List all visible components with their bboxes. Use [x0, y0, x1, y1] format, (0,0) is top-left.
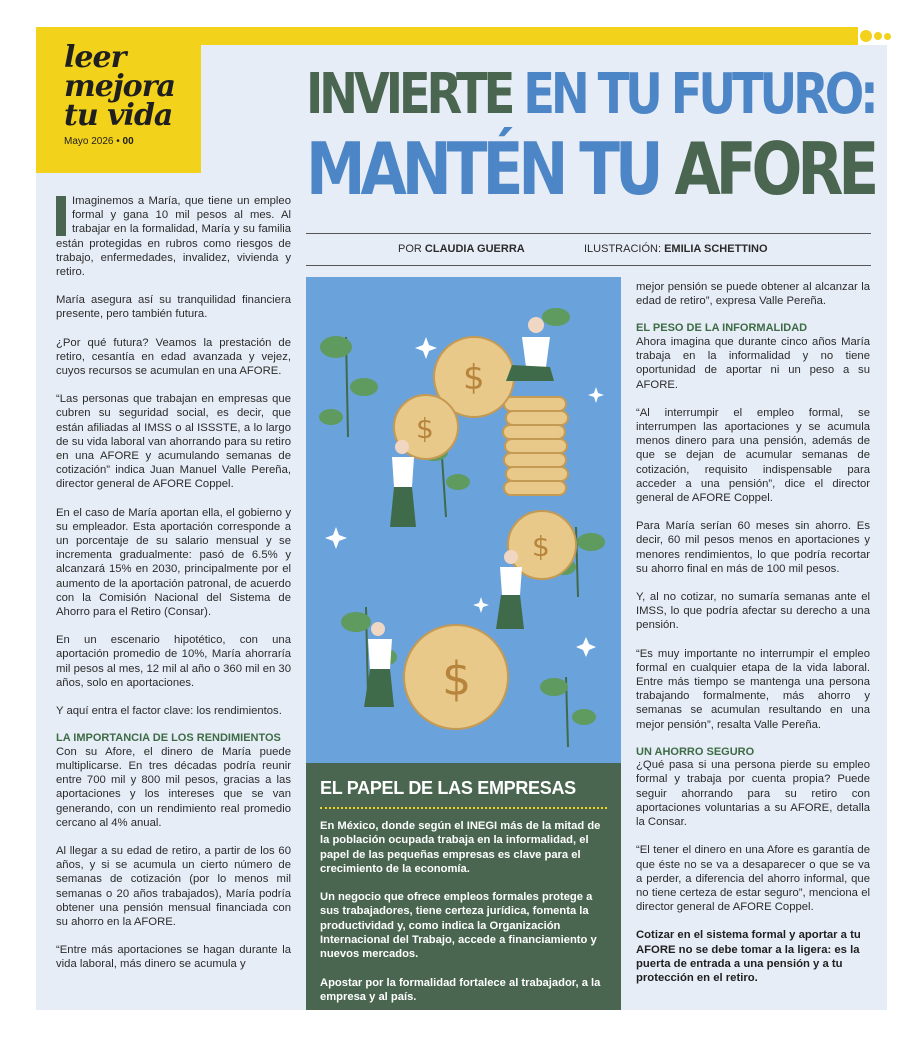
paragraph: Imaginemos a María, que tiene un empleo formal y gana 10 mil pesos al mes. Al trabajar en la formalidad, María y su familia están protegidas en rubros como riesgos de trabajo, enfermedades, invalidez, vivienda y retiro.: [56, 195, 291, 279]
brand-line-2: mejora: [64, 69, 175, 104]
issue-date: [64, 136, 201, 147]
headline-word-invierte: INVIERTE: [306, 62, 512, 127]
paragraph: “Entre más aportaciones se hagan durante la vida laboral, más dinero se acumula y: [56, 944, 291, 971]
section-heading-informalidad: EL PESO DE LA INFORMALIDAD: [636, 322, 808, 335]
paragraph: mejor pensión se puede obtener al alcanzar la edad de retiro”, expresa Valle Pereña.: [636, 281, 870, 308]
paragraph: Ahora imagina que durante cinco años María trabaja en la informalidad y no tiene oportunidad de aportar ni un peso a su AFORE.: [636, 335, 870, 391]
paragraph: Con su Afore, el dinero de María puede multiplicarse. En tres décadas podría reunir entre 700 mil y 800 mil pesos, gracias a las aportaciones y los intereses que se van generando, con un rendimiento real promedio cercano al 4% anual.: [56, 745, 291, 829]
paragraph: Al llegar a su edad de retiro, a partir de los 60 años, y si se acumula un cierto número de semanas de cotización (por lo menos mil semanas o 20 años trabajados), María podría obtener una pensión mensual financiada con su ahorro en la AFORE.: [56, 845, 291, 929]
sidebar-paragraph: En México, donde según el INEGI más de la mitad de la población ocupada trabaja en la informalidad, el papel de las pequeñas empresas es clave para el crecimiento de la economía.: [320, 820, 601, 875]
dotted-divider: [320, 807, 607, 809]
section-heading-ahorro-seguro: UN AHORRO SEGURO: [636, 745, 755, 758]
paragraph: En un escenario hipotético, con una aportación promedio de 10%, María ahorraría mil pesos al mes, 12 mil al año o 360 mil en 30 años, solo en aportaciones.: [56, 634, 291, 689]
accent-dots-icon: [860, 29, 891, 43]
headline: [306, 62, 875, 211]
sidebar-box-title: EL PAPEL DE LAS EMPRESAS: [320, 778, 576, 798]
article-column-3: [636, 280, 870, 999]
headline-word-manten: MANTÉN TU: [306, 127, 659, 211]
byline-rule-bottom: [306, 265, 871, 266]
paragraph: Para María serían 60 meses sin ahorro. Es decir, 60 mil pesos menos en aportaciones y menores rendimientos, lo que podría recortar su ahorro final en más de 100 mil pesos.: [636, 520, 870, 575]
byline-author: POR CLAUDIA GUERRA: [398, 243, 525, 255]
issue-month: Mayo 2026 •: [64, 136, 120, 147]
svg-text:$: $: [463, 358, 485, 398]
headline-line-2: [306, 127, 875, 211]
byline: [306, 240, 871, 260]
sidebar-box-empresas: [306, 763, 621, 1010]
paragraph: “Al interrumpir el empleo formal, se interrumpen las aportaciones y se acumula menos dinero para una pensión, además de que se dejan de acumular semanas de cotización, requisito indispensable para acceder a una pensión”, dice el director general de AFORE Coppel.: [636, 406, 870, 504]
headline-word-futuro: EN TU FUTURO:: [523, 62, 875, 127]
paragraph: ¿Qué pasa si una persona pierde su empleo formal y trabaja por cuenta propia? Puede seguir ahorrando para su retiro con aportaciones voluntarias a su AFORE, detalla la Consar.: [636, 759, 870, 829]
coins-people-illustration-icon: [306, 277, 621, 763]
coins-illustration: [306, 277, 621, 763]
paragraph: “Las personas que trabajan en empresas que cubren su seguridad social, es decir, que están afiliadas al IMSS o al ISSSTE, a lo largo de su vida laboral van ahorrando para su retiro en una AFORE y acumulando semanas de cotización” indica Juan Manuel Valle Pereña, director general de AFORE Coppel.: [56, 393, 291, 491]
paragraph: “El tener el dinero en una Afore es garantía de que éste no se va a desaparecer o que se va a perder, a diferencia del ahorro informal, que no tiene certeza de estar seguro”, menciona el director general de AFORE Coppel.: [636, 844, 870, 914]
closing-statement: Cotizar en el sistema formal y aportar a tu AFORE no se debe tomar a la ligera: es la puerta de entrada a una pensión y a tu protección en el retiro.: [636, 929, 861, 984]
paragraph: ¿Por qué futura? Veamos la prestación de retiro, cesantía en edad avanzada y vejez, cuyos recursos se acumulan en una AFORE.: [56, 336, 291, 378]
paragraph: Y aquí entra el factor clave: los rendimientos.: [56, 705, 282, 718]
brand-block: [36, 27, 201, 173]
svg-text:$: $: [442, 652, 472, 706]
brand-line-3: tu vida: [64, 98, 173, 133]
byline-illustrator: ILUSTRACIÓN: EMILIA SCHETTINO: [584, 243, 768, 255]
headline-line-1: [306, 62, 875, 128]
svg-text:$: $: [416, 412, 434, 445]
paragraph: En el caso de María aportan ella, el gobierno y su empleador. Esta aportación corresponde a un porcentaje de su salario mensual y se incrementa gradualmente: pasó de 6.5% y alcanzará 15% en 2030, principalmente por el aumento de la aportación patronal, de acuerdo con la Comisión Nacional del Sistema de Ahorro para el Retiro (Consar).: [56, 506, 291, 619]
drop-cap-bar: [56, 196, 66, 236]
paragraph: María asegura así su tranquilidad financiera presente, pero también futura.: [56, 294, 291, 321]
paragraph: Y, al no cotizar, no sumaría semanas ante el IMSS, lo que podría afectar su derecho a una pensión.: [636, 590, 870, 632]
section-heading-rendimientos: LA IMPORTANCIA DE LOS RENDIMIENTOS: [56, 732, 281, 745]
article-column-1: [56, 194, 291, 986]
byline-rule-top: [306, 233, 871, 234]
paragraph: “Es muy importante no interrumpir el empleo formal en cualquier etapa de la vida laboral. Entre más tiempo se mantenga una persona trabajando formalmente, más ahorro y semanas se acumulan resultando en una mejor pensión”, resalta Valle Pereña.: [636, 647, 870, 731]
sidebar-paragraph: Un negocio que ofrece empleos formales protege a sus trabajadores, tiene certeza jurídica, fomenta la productividad y, como indica la Organización Internacional del Trabajo, accede a financiamiento y nuevos mercados.: [320, 891, 597, 961]
sidebar-paragraph: Apostar por la formalidad fortalece al trabajador, a la empresa y al país.: [320, 976, 601, 1003]
page-number: 00: [122, 136, 134, 147]
headline-word-afore: AFORE: [674, 127, 875, 211]
svg-text:$: $: [532, 530, 550, 563]
brand-line-1: leer: [64, 40, 126, 75]
